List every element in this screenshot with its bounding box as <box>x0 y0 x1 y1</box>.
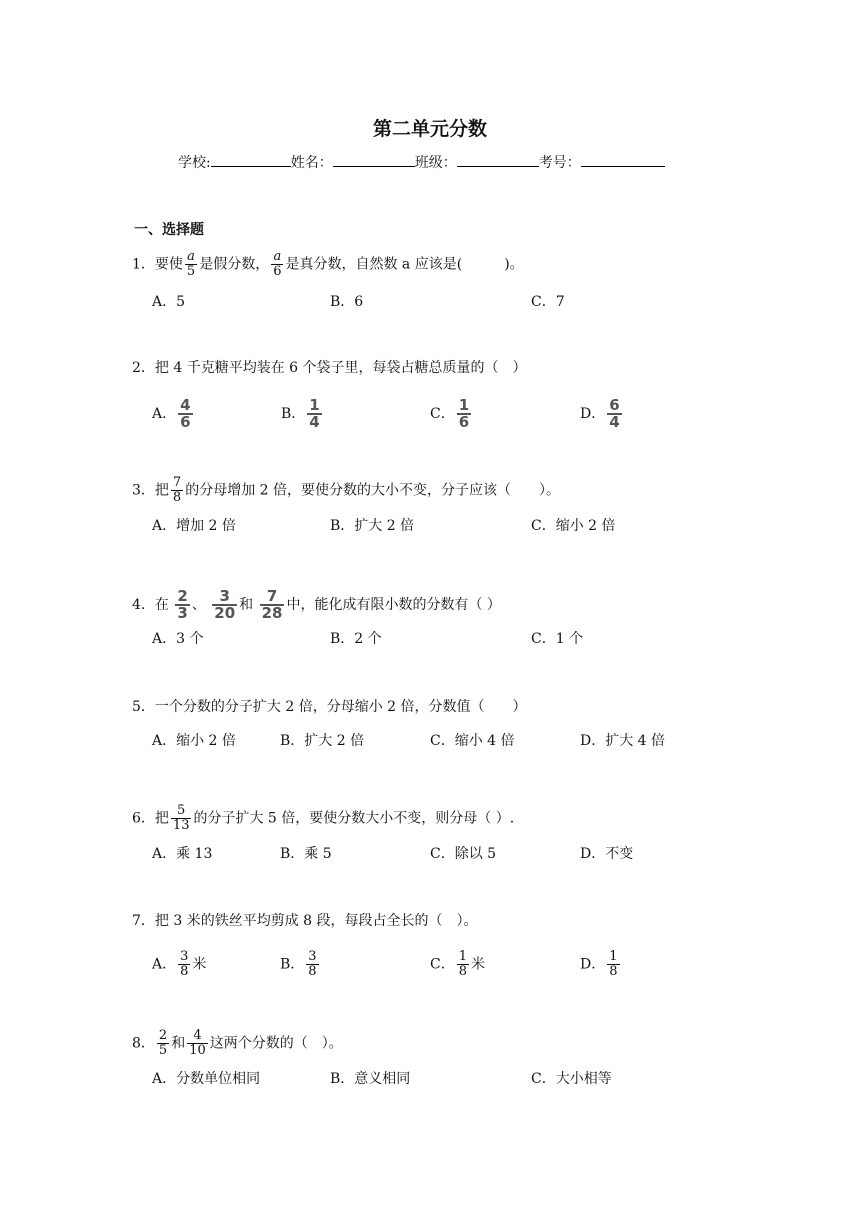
school-label: 学校: <box>178 155 211 171</box>
q1-number: 1． <box>132 256 155 273</box>
q6-option-c[interactable]: C．除以 5 <box>430 846 497 862</box>
page-title: 第二单元分数 <box>372 118 487 140</box>
q5-option-c[interactable]: C．缩小 4 倍 <box>430 733 515 749</box>
question-3 <box>132 476 560 505</box>
q3-option-a[interactable]: A．增加 2 倍 <box>152 518 236 534</box>
q1-option-a[interactable]: A．5 <box>152 294 186 310</box>
q3-text: 的分母增加 2 倍，要使分数的大小不变，分子应该（ ）。 <box>185 482 561 499</box>
fraction: $\frac{3}{8}$ <box>308 949 317 979</box>
student-info-line <box>178 152 665 172</box>
question-7: 7．把 3 米的铁丝平均剪成 8 段，每段占全长的（ ）。 <box>132 913 478 929</box>
q1-option-c[interactable]: C．7 <box>531 294 565 310</box>
fraction: $\frac{1}{4}$ <box>309 396 320 431</box>
q1-text: 要使 <box>154 256 183 273</box>
question-1 <box>132 250 524 279</box>
q1-text: 是真分数，自然数 a 应该是( )。 <box>285 256 524 273</box>
q4-text: 中，能化成有限小数的分数有（ ） <box>286 597 501 613</box>
fraction: $\frac{2}{3}$ <box>177 587 188 622</box>
q2-option-c[interactable]: C． $\frac{1}{6}$ <box>430 396 470 431</box>
name-blank <box>333 152 415 167</box>
question-8: 8． $\frac{2}{5}$ 和 $\frac{4}{10}$ 这两个分数的（ ）。 <box>132 1028 343 1058</box>
question-6 <box>132 804 514 833</box>
q4-option-b[interactable]: B．2 个 <box>330 631 382 647</box>
question-2: 2．把 4 千克糖平均装在 6 个袋子里，每袋占糖总质量的（ ） <box>132 360 527 376</box>
id-blank <box>581 152 665 167</box>
q8-option-a[interactable]: A．分数单位相同 <box>152 1071 261 1087</box>
section-heading: 一、选择题 <box>134 222 204 238</box>
id-label: 考号： <box>538 155 581 171</box>
q7-option-b[interactable]: B． $\frac{3}{8}$ <box>280 949 317 979</box>
fraction: $\frac{1}{6}$ <box>458 396 470 431</box>
q4-option-c[interactable]: C．1 个 <box>531 631 584 647</box>
q2-option-d[interactable]: D． $\frac{6}{4}$ <box>580 396 620 431</box>
school-blank <box>211 152 291 167</box>
q6-text: 6．把 <box>132 810 169 827</box>
q6-option-b[interactable]: B．乘 5 <box>280 846 332 862</box>
q5-option-d[interactable]: D．扩大 4 倍 <box>580 733 666 749</box>
q8-option-b[interactable]: B．意义相同 <box>330 1071 411 1087</box>
fraction: $\frac{1}{8}$ <box>609 949 618 979</box>
q7-option-c[interactable]: C． $\frac{1}{8}$ 米 <box>430 949 485 979</box>
fraction: $\frac{1}{8}$ <box>458 949 467 979</box>
fraction: $\frac{3}{8}$ <box>180 949 189 979</box>
q5-option-a[interactable]: A．缩小 2 倍 <box>152 733 236 749</box>
q1-text: 是假分数， <box>199 256 270 273</box>
q6-option-a[interactable]: A．乘 13 <box>152 846 213 862</box>
question-5: 5．一个分数的分子扩大 2 倍，分母缩小 2 倍，分数值（ ） <box>132 699 527 715</box>
name-label: 姓名： <box>290 155 333 171</box>
q7-option-a[interactable]: A． $\frac{3}{8}$ 米 <box>152 949 207 979</box>
q8-option-c[interactable]: C．大小相等 <box>531 1071 612 1087</box>
class-blank <box>457 152 539 167</box>
fraction: $\frac{5}{13}$ <box>172 803 190 833</box>
fraction: $\frac{4}{10}$ <box>189 1028 206 1058</box>
q6-option-d[interactable]: D．不变 <box>580 846 634 862</box>
q3-text: 3．把 <box>132 482 169 499</box>
fraction: $\frac{a}{5}$ <box>186 249 196 279</box>
q8-number: 8． <box>132 1035 155 1052</box>
q3-option-c[interactable]: C．缩小 2 倍 <box>531 518 616 534</box>
q7-option-d[interactable]: D． $\frac{1}{8}$ <box>580 949 618 979</box>
q4-option-a[interactable]: A．3 个 <box>152 631 204 647</box>
q8-text: 这两个分数的（ ）。 <box>209 1035 343 1052</box>
fraction: $\frac{2}{5}$ <box>158 1028 168 1058</box>
q4-text: 4．在 <box>132 597 169 613</box>
q3-option-b[interactable]: B．扩大 2 倍 <box>330 518 415 534</box>
q1-option-b[interactable]: B．6 <box>330 294 364 310</box>
fraction: $\frac{3}{20}$ <box>214 587 236 622</box>
fraction: $\frac{4}{6}$ <box>180 396 191 431</box>
fraction: $\frac{6}{4}$ <box>609 396 620 431</box>
q5-option-b[interactable]: B．扩大 2 倍 <box>280 733 365 749</box>
q6-text: 的分子扩大 5 倍，要使分数大小不变，则分母（ ）. <box>193 810 515 827</box>
fraction: $\frac{7}{8}$ <box>172 475 182 505</box>
fraction: $\frac{7}{28}$ <box>261 587 283 622</box>
q2-option-b[interactable]: B． $\frac{1}{4}$ <box>281 396 320 431</box>
q2-option-a[interactable]: A． $\frac{4}{6}$ <box>152 396 191 431</box>
class-label: 班级： <box>414 155 457 171</box>
fraction: $\frac{a}{6}$ <box>273 249 282 279</box>
question-4: 4．在 $\frac{2}{3}$ 、 $\frac{3}{20}$ 和 $\frac{7}{28}$ 中，能化成有限小数的分数有（ ） <box>132 587 501 622</box>
